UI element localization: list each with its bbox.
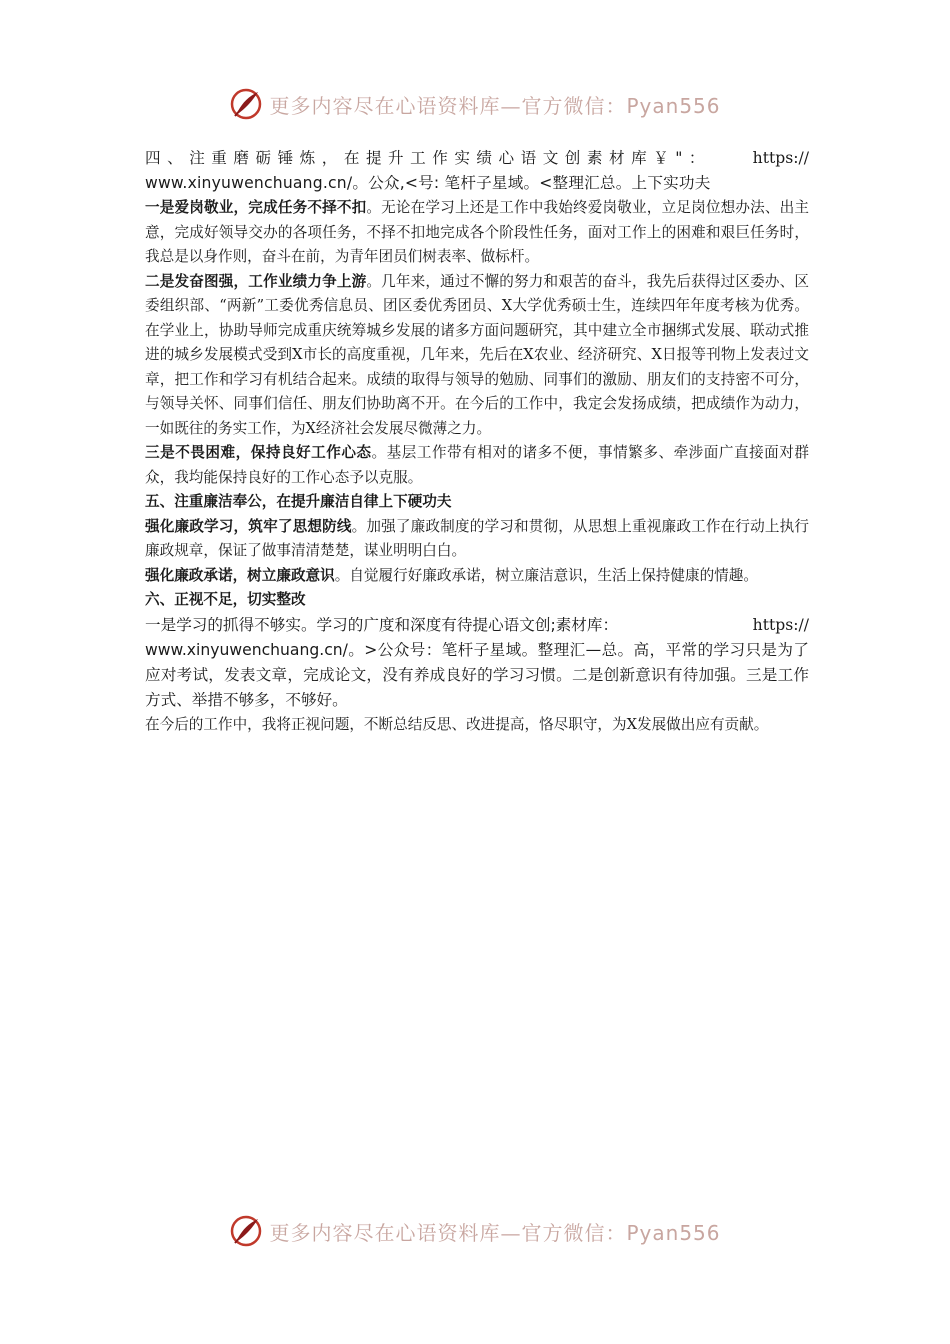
section-6-heading: 六、正视不足，切实整改	[145, 591, 306, 608]
paragraph: 三是不畏困难，保持良好工作心态。基层工作带有相对的诸多不便，事情繁多、牵涉面广直接面对群众，我均能保持良好的工作心态予以克服。	[145, 444, 809, 486]
paragraph: 二是发奋图强，工作业绩力争上游。几年来，通过不懈的努力和艰苦的奋斗，我先后获得过区委办、区委组织部、“两新”工委优秀信息员、团区委优秀团员、X大学优秀硕士生，连续四年年度考核为优秀。在学业上，协助导师完成重庆统筹城乡发展的诸多方面问题研究，其中建立全市捆绑式发展、联动式推进的城乡发展模式受到X市长的高度重视，几年来，先后在X农业、经济研究、X日报等刊物上发表过文章，把工作和学习有机结合起来。成绩的取得与领导的勉励、同事们的激励、朋友们的支持密不可分，与领导关怀、同事们信任、朋友们协助离不开。在今后的工作中，我定会发扬成绩，把成绩作为动力，一如既往的务实工作，为X经济社会发展尽微薄之力。	[145, 272, 809, 437]
header-banner	[0, 84, 950, 124]
banner-text: 更多内容尽在心语资料库—官方微信：Pyan556	[269, 1220, 721, 1245]
paragraph: 一是爱岗敬业，完成任务不择不扣。无论在学习上还是工作中我始终爱岗敬业，立足岗位想办法、出主意，完成好领导交办的各项任务，不择不扣地完成各个阶段性任务，面对工作上的困难和艰巨任务时，我总是以身作则，奋斗在前，为青年团员们树表率、做标杆。	[145, 199, 809, 265]
paragraph: 强化廉政承诺，树立廉政意识。自觉履行好廉政承诺，树立廉洁意识，生活上保持健康的情趣。	[145, 566, 758, 584]
paragraph: 在今后的工作中，我将正视问题，不断总结反思、改进提高，恪尽职守，为X发展做出应有贡献。	[145, 715, 769, 733]
paragraph: 强化廉政学习，筑牢了思想防线。加强了廉政制度的学习和贯彻，从思想上重视廉政工作在行动上执行廉政规章，保证了做事清清楚楚，谋业明明白白。	[145, 517, 809, 559]
section-5-heading: 五、注重廉洁奉公，在提升廉洁自律上下硬功夫	[145, 493, 452, 510]
footer-banner	[0, 1211, 950, 1251]
section-4-heading-line2: www.xinyuwenchuang.cn/。公众,<号: 笔杆子星域。<整理汇总。上下实功夫	[145, 174, 711, 192]
paragraph: 一是学习的抓得不够实。学习的广度和深度有待提心语文创;素材库： https://	[145, 615, 809, 634]
quill-logo-icon	[229, 1214, 263, 1248]
banner-text: 更多内容尽在心语资料库—官方微信：Pyan556	[269, 93, 721, 118]
document-body	[145, 146, 809, 737]
section-4-heading: 四、注重磨砺锤炼，在提升工作实绩心语文创素材库￥"： https://	[145, 149, 809, 167]
paragraph: www.xinyuwenchuang.cn/。>公众号：笔杆子星域。整理汇—总。高，平常的学习只是为了应对考试，发表文章，完成论文，没有养成良好的学习习惯。二是创新意识有待加强。三是工作方式、举措不够多，不够好。	[145, 640, 809, 709]
quill-logo-icon	[229, 87, 263, 121]
